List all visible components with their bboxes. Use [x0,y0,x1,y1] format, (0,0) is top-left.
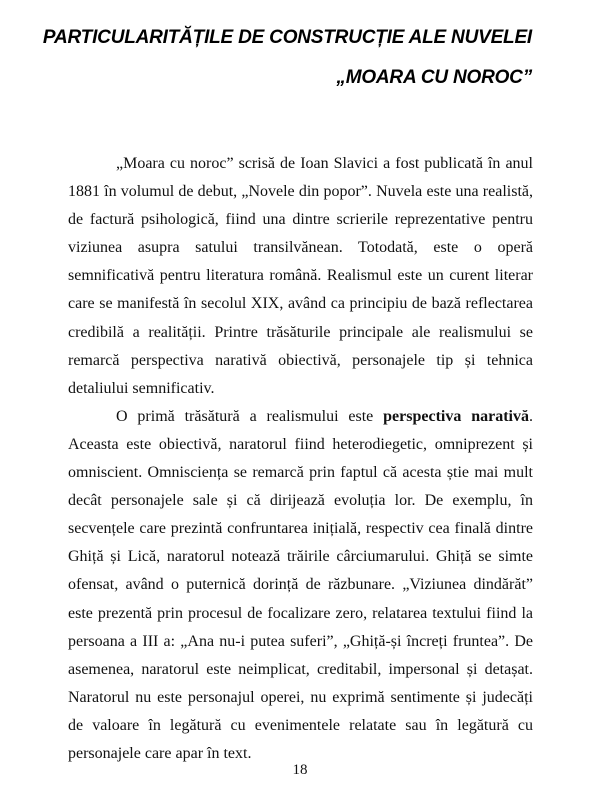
page-title-line-2: „MOARA CU NOROC” [336,67,532,88]
paragraph-2 [68,403,533,768]
paragraph-2-rest: . Aceasta este obiectivă, naratorul fiind heterodiegetic, omniprezent și omniscient. Omnisciența se remarcă prin faptul că acesta știe mai mult decât personajele sale și că dirijează evoluția lor. De exemplu, în secvențele care prezintă confruntarea inițială, respectiv cea finală dintre Ghiță și Lică, naratorul notează trăirile cârciumarului. Ghiță se simte ofensat, având o puternică dorință de răzbunare. „Viziunea dindărăt” este prezentă prin procesul de focalizare zero, relatarea textului fiind la persoana a III a: „Ana nu-i putea suferi”, „Ghiță-și încreți fruntea”. De asemenea, naratorul este neimplicat, creditabil, impersonal și detașat. Naratorul nu este personajul operei, nu exprimă sentimente și judecăți de valoare în legătură cu evenimentele relatate sau în legătură cu personajele care apar în text. [68,407,533,762]
paragraph-1: „Moara cu noroc” scrisă de Ioan Slavici a fost publicată în anul 1881 în volumul de debut, „Novele din popor”. Nuvela este una realistă, de factură psihologică, fiind una dintre scrierile reprezentative pentru viziunea asupra satului transilvănean. Totodată, este o operă semnificativă pentru literatura română. Realismul este un curent literar care se manifestă în secolul XIX, având ca principiu de bază reflectarea credibilă a realității. Printre trăsăturile principale ale realismului se remarcă perspectiva narativă obiectivă, personajele tip și tehnica detaliului semnificativ. [68,155,533,397]
page-title-line-1: PARTICULARITĂȚILE DE CONSTRUCȚIE ALE NUVELEI [42,27,532,48]
page-number: 18 [292,762,308,778]
paragraph-2-emphasis: perspectiva narativă [383,407,529,425]
document-body [68,150,533,768]
paragraph-2-intro: O primă trăsătură a realismului este [116,407,384,425]
